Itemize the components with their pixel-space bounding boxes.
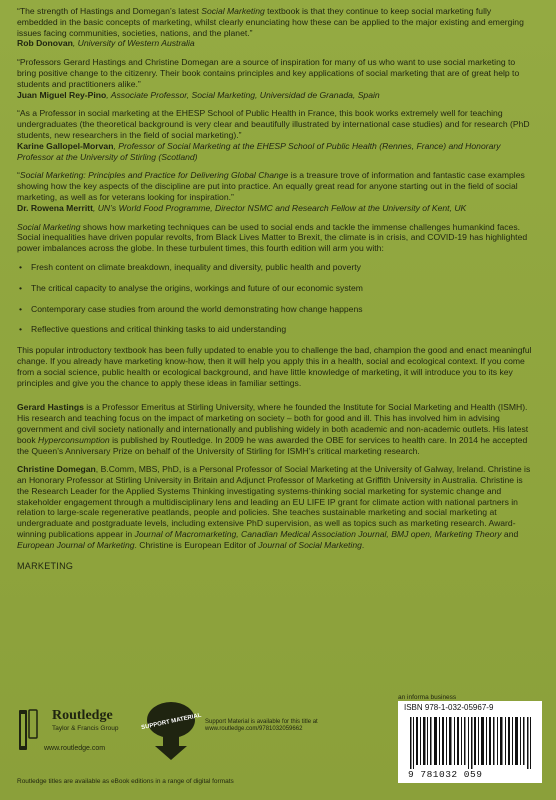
endorser-name: Dr. Rowena Merritt [17, 202, 93, 213]
cover-text [17, 6, 533, 571]
endorsement-quote [17, 170, 533, 213]
isbn-barcode-box [398, 701, 542, 783]
quote-emphasis: Social Marketing [201, 6, 265, 16]
journal-title: Journal of Social Marketing [258, 539, 362, 550]
bio-text: is a Professor Emeritus at Stirling University, where he founded the Institute for Social Marketing and Health (ISMH). His research and teaching focus on the impact of marketing on society – both for good and ill. This has involved him in advising government and civil society nationally and internationally and publishing widely in both academic and non-academic outlets. His latest book [17, 402, 529, 445]
cover-footer [0, 688, 556, 800]
support-badge-text: SUPPORT MATERIAL [140, 712, 202, 732]
publisher-group: Taylor & Francis Group [52, 725, 119, 732]
author-name: Gerard Hastings [17, 402, 84, 413]
journal-title: European Journal of Marketing [17, 539, 135, 550]
bio-text: is published by Routledge. In 2009 he was awarded the OBE for services to health care. In 2014 he accepted the Queen’s Anniversary Prize on behalf of the University of Stirling for ISMH’s critical marketing research. [17, 434, 528, 456]
isbn-number: ISBN 978-1-032-05967-9 [404, 703, 494, 712]
publisher-url[interactable]: www.routledge.com [44, 745, 106, 752]
journal-titles: Journal of Macromarketing, Canadian Medical Association Journal, BMJ open, Marketing Theory [134, 529, 502, 540]
endorser-name: Karine Gallopel-Morvan [17, 140, 114, 151]
endorser-name: Rob Donovan [17, 38, 73, 49]
bio-text: . Christine is European Editor of [134, 539, 259, 550]
author-bio-domegan [17, 464, 533, 550]
author-bio-hastings [17, 402, 533, 456]
endorser-affiliation: , Associate Professor, Social Marketing, Universidad de Granada, Spain [106, 89, 380, 100]
endorser-name: Juan Miguel Rey-Pino [17, 89, 107, 100]
book-title-emphasis: Social Marketing [17, 221, 81, 232]
quote-text: “Professors Gerard Hastings and Christine Domegan are a source of inspiration for many of us who want to use social marketing to bring positive change to the citizenry. Their book contains principles and key applications of social marketing that are of great help to students and practitioners alike.” [17, 57, 520, 89]
bio-text: . [361, 539, 365, 550]
feature-item: • Fresh content on climate breakdown, inequality and diversity, public health and poverty [17, 262, 533, 273]
support-material-url[interactable]: www.routledge.com/9781032059662 [205, 726, 303, 732]
quote-text: textbook is that they continue to keep social marketing fully embedded in the basic concepts of marketing, whilst clearly enunciating how these can be applied to the major existing and emerging issues facing communities, societies, nations, and the planet.” [17, 6, 524, 38]
description-text: shows how marketing techniques can be used to social ends and tackle the immense challenges humankind faces. Social inequalities have driven popular revolts, from Black Lives Matter to Brexit, the climate is in crisis, and COVID-19 has highlighted power imbalances across the globe. In these turbulent times, this fourth edition will arm you with: [17, 221, 528, 254]
quote-text: is a treasure trove of information and fantastic case examples showing how the key aspects of the discipline are put into practice. An equally great read for anyone starting out in the field of social marketing, as well as for veterans looking for inspiration.” [17, 170, 525, 202]
publisher-name: Routledge [52, 708, 113, 723]
routledge-logo-icon [17, 706, 47, 754]
subject-category: MARKETING [17, 560, 74, 571]
feature-item: • Contemporary case studies from around the world demonstrating how change happens [17, 304, 533, 315]
closing-paragraph: This popular introductory textbook has been fully updated to enable you to challenge the bad, champion the good and enact meaningful change. If you already have marketing know-how, then it will help you apply this in a health, social and ecological context. If you come from a social science, public health or ecological background, and have little knowledge of marketing, it will introduce you to its key principles and give you the chance to apply these ideas in familiar settings. [17, 345, 532, 388]
ebook-note: Routledge titles are available as eBook editions in a range of digital formats [17, 778, 234, 785]
support-material-note: Support Material is available for this title at [205, 719, 318, 725]
endorser-affiliation: , University of Western Australia [72, 38, 195, 49]
book-description [17, 222, 533, 254]
endorsement-quote [17, 6, 533, 49]
author-name: Christine Domegan [17, 464, 96, 475]
barcode-number: 9 781032 059 [408, 769, 483, 780]
quote-emphasis: Social Marketing: Principles and Practice for Delivering Global Change [19, 170, 289, 181]
bio-text: and [501, 529, 519, 540]
feature-item: • The critical capacity to analyse the origins, workings and future of our economic system [17, 283, 533, 294]
barcode-icon [408, 717, 532, 769]
bio-text: , B.Comm, MBS, PhD, is a Personal Professor of Social Marketing at the University of Galway, Ireland. Christine is an Honorary Professor at Stirling University in Britain and Adjunct Professor of Marketing at Griffith University in Australia. Christine is the Research Leader for the Applied Systems Thinking investigating systems-thinking social marketing for systemic change and stakeholder engagement through a multidisciplinary lens and leading an EU LIFE IP grant for climate action with national partners in relation to large-scale regenerative peatlands, people and policies. She teaches sustainable marketing and social marketing at undergraduate and postgraduate levels, including extensive PhD supervision, as well as topics such as marketing research. Award-winning publications appear in [17, 464, 531, 540]
endorsement-quote [17, 108, 533, 162]
informa-tagline: an informa business [398, 694, 457, 701]
endorser-affiliation: , UN’s World Food Programme, Director NSMC and Research Fellow at the University of Kent, UK [92, 202, 467, 213]
endorser-affiliation: , Professor of Social Marketing at the EHESP School of Public Health (Rennes, France) and Honorary Professor at the University of Stirling (Scotland) [17, 140, 501, 162]
quote-text: “The strength of Hastings and Domegan’s latest [17, 6, 202, 16]
support-material-icon [140, 700, 202, 762]
book-title-emphasis: Hyperconsumption [38, 434, 110, 445]
feature-list [17, 262, 533, 335]
quote-text: “ [17, 170, 20, 181]
feature-item: • Reflective questions and critical thinking tasks to aid understanding [17, 324, 533, 335]
quote-text: “As a Professor in social marketing at the EHESP School of Public Health in France, this book works extremely well for teaching undergraduates (the theoretical background is very clear and beautifully illustrated by international case studies) and for research (PhD students, new researchers in the field of social marketing).” [17, 108, 530, 140]
endorsement-quote [17, 57, 533, 100]
